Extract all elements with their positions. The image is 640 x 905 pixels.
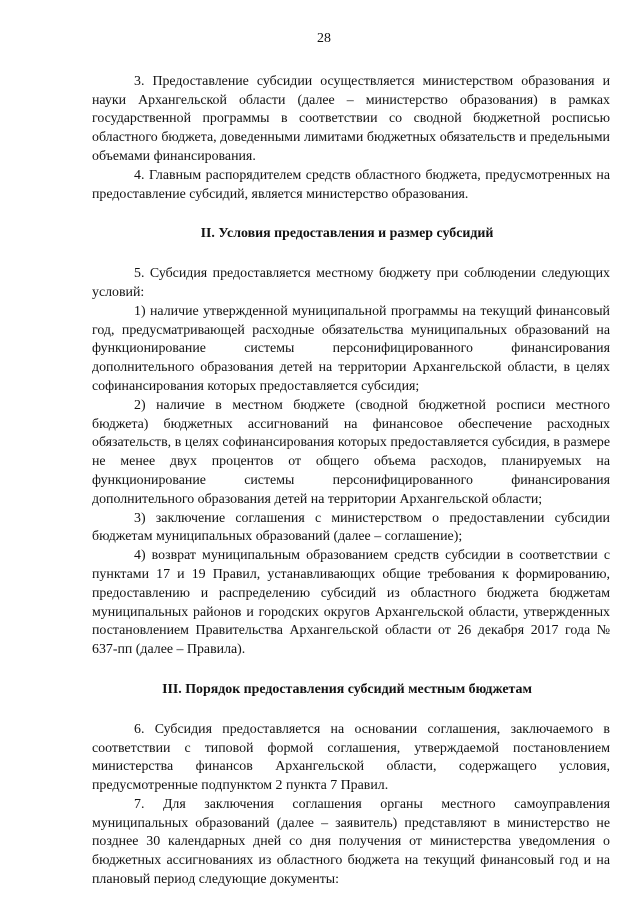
paragraph-5: 5. Субсидия предоставляется местному бюджету при соблюдении следующих условий:	[92, 266, 610, 300]
paragraph-7: 7. Для заключения соглашения органы местного самоуправления муниципальных образований (далее – заявитель) представляют в министерство не позднее 30 календарных дней со дня получения от министерства уведомления о бюджетных ассигнованиях из областного бюджета на текущий финансовый год и на плановый период следующие документы:	[92, 796, 610, 888]
condition-2: 2) наличие в местном бюджете (сводной бюджетной росписи местного бюджета) бюджетных ассигнований на финансовое обеспечение расходных обязательств, в целях софинансирования которых предоставляется субсидия, в размере не менее двух процентов от общего объема расходов, планируемых на функционирование системы персонифицированного финансирования дополнительного образования детей на территории Архангельской области;	[92, 397, 610, 507]
section-3-heading: III. Порядок предоставления субсидий местным бюджетам	[162, 681, 532, 697]
paragraph-6: 6. Субсидия предоставляется на основании соглашения, заключаемого в соответствии с типовой формой соглашения, утверждаемой постановлением министерства финансов Архангельской области, содержащего условия, предусмотренные подпунктом 2 пункта 7 Правил.	[92, 721, 610, 794]
condition-3: 3) заключение соглашения с министерством о предоставлении субсидии бюджетам муниципальных образований (далее – соглашение);	[92, 510, 610, 545]
section-2-heading: II. Условия предоставления и размер субсидий	[200, 226, 494, 242]
paragraph-4: 4. Главным распорядителем средств областного бюджета, предусмотренных на предоставление субсидий, является министерство образования.	[92, 167, 610, 202]
paragraph-3: 3. Предоставление субсидии осуществляется министерством образования и науки Архангельской области (далее – министерство образования) в рамках государственной программы в соответствии со сводной бюджетной росписью областного бюджета, доведенными лимитами бюджетных обязательств и предельными объемами финансирования.	[92, 73, 610, 164]
condition-4: 4) возврат муниципальным образованием средств субсидии в соответствии с пунктами 17 и 19 Правил, устанавливающих общие требования к формированию, предоставлению и распределению субсидий из областного бюджета бюджетам муниципальных районов и городских округов Архангельской области, утвержденных постановлением Правительства Архангельской области от 26 декабря 2017 года № 637-пп (далее – Правила).	[92, 548, 610, 658]
page-number: 28	[317, 31, 331, 46]
condition-1: 1) наличие утвержденной муниципальной программы на текущий финансовый год, предусматривающей расходные обязательства муниципальных образований на функционирование системы персонифицированного финансирования дополнительного образования детей на территории Архангельской области, в целях софинансирования которых предоставляется субсидия;	[92, 303, 610, 394]
